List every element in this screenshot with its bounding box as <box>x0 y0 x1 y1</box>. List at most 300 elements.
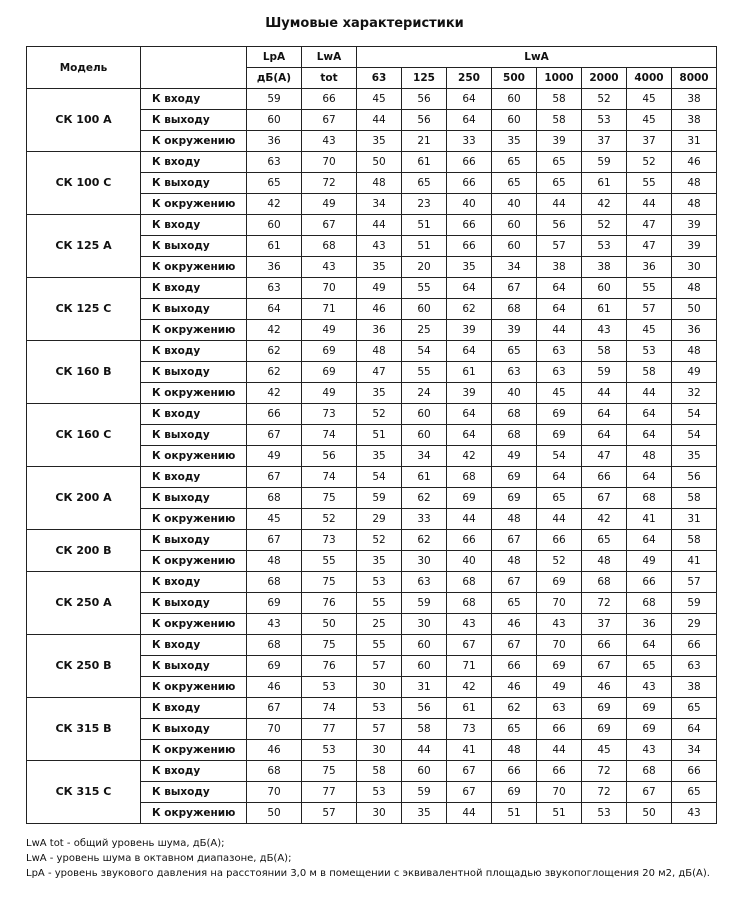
value-cell: 53 <box>302 677 357 698</box>
value-cell: 44 <box>447 509 492 530</box>
value-cell: 35 <box>492 131 537 152</box>
mode-label: К окружению <box>141 803 247 824</box>
footnote-lwa: LwA - уровень шума в октавном диапазоне, дБ(А); <box>26 853 292 864</box>
value-cell: 35 <box>357 257 402 278</box>
value-cell: 74 <box>302 698 357 719</box>
value-cell: 41 <box>627 509 672 530</box>
value-cell: 68 <box>247 635 302 656</box>
value-cell: 34 <box>672 740 717 761</box>
value-cell: 48 <box>672 341 717 362</box>
mode-label: К окружению <box>141 383 247 404</box>
value-cell: 59 <box>582 362 627 383</box>
value-cell: 60 <box>492 236 537 257</box>
model-name: СК 315 С <box>27 761 141 824</box>
value-cell: 62 <box>447 299 492 320</box>
value-cell: 48 <box>672 278 717 299</box>
noise-table-container <box>26 46 716 824</box>
value-cell: 49 <box>302 320 357 341</box>
value-cell: 69 <box>627 698 672 719</box>
mode-label: К выходу <box>141 782 247 803</box>
value-cell: 44 <box>447 803 492 824</box>
value-cell: 64 <box>447 404 492 425</box>
value-cell: 60 <box>582 278 627 299</box>
mode-label: К выходу <box>141 488 247 509</box>
value-cell: 55 <box>357 593 402 614</box>
value-cell: 41 <box>447 740 492 761</box>
value-cell: 64 <box>627 635 672 656</box>
value-cell: 51 <box>402 215 447 236</box>
value-cell: 64 <box>447 110 492 131</box>
value-cell: 38 <box>672 110 717 131</box>
mode-label: К окружению <box>141 677 247 698</box>
value-cell: 44 <box>582 383 627 404</box>
value-cell: 62 <box>492 698 537 719</box>
value-cell: 60 <box>402 425 447 446</box>
mode-label: К выходу <box>141 656 247 677</box>
footnote-lwa-tot: LwA tot - общий уровень шума, дБ(А); <box>26 838 225 849</box>
value-cell: 69 <box>247 593 302 614</box>
value-cell: 60 <box>492 89 537 110</box>
value-cell: 47 <box>627 215 672 236</box>
value-cell: 65 <box>672 782 717 803</box>
model-name: СК 200 А <box>27 467 141 530</box>
value-cell: 53 <box>357 572 402 593</box>
value-cell: 45 <box>537 383 582 404</box>
value-cell: 44 <box>627 383 672 404</box>
value-cell: 57 <box>672 572 717 593</box>
value-cell: 52 <box>302 509 357 530</box>
value-cell: 70 <box>537 635 582 656</box>
table-row <box>27 467 717 488</box>
value-cell: 68 <box>492 425 537 446</box>
header-freq: 63 <box>357 68 402 89</box>
model-name: СК 125 А <box>27 215 141 278</box>
value-cell: 25 <box>402 320 447 341</box>
value-cell: 33 <box>447 131 492 152</box>
model-name: СК 160 В <box>27 341 141 404</box>
value-cell: 53 <box>582 110 627 131</box>
value-cell: 33 <box>402 509 447 530</box>
value-cell: 52 <box>582 89 627 110</box>
value-cell: 66 <box>492 656 537 677</box>
value-cell: 56 <box>672 467 717 488</box>
value-cell: 69 <box>492 782 537 803</box>
value-cell: 68 <box>447 467 492 488</box>
mode-label: К окружению <box>141 509 247 530</box>
value-cell: 65 <box>537 173 582 194</box>
value-cell: 56 <box>402 89 447 110</box>
value-cell: 50 <box>357 152 402 173</box>
value-cell: 66 <box>672 635 717 656</box>
value-cell: 30 <box>402 614 447 635</box>
value-cell: 37 <box>582 614 627 635</box>
value-cell: 58 <box>672 530 717 551</box>
value-cell: 67 <box>492 530 537 551</box>
value-cell: 69 <box>302 362 357 383</box>
value-cell: 68 <box>247 572 302 593</box>
value-cell: 62 <box>402 488 447 509</box>
value-cell: 49 <box>302 194 357 215</box>
value-cell: 68 <box>447 593 492 614</box>
noise-characteristics-table <box>26 46 717 824</box>
value-cell: 66 <box>447 173 492 194</box>
value-cell: 46 <box>582 677 627 698</box>
value-cell: 68 <box>247 761 302 782</box>
value-cell: 59 <box>672 593 717 614</box>
value-cell: 70 <box>302 278 357 299</box>
value-cell: 43 <box>302 131 357 152</box>
value-cell: 46 <box>247 677 302 698</box>
value-cell: 29 <box>672 614 717 635</box>
value-cell: 42 <box>247 320 302 341</box>
value-cell: 30 <box>402 551 447 572</box>
value-cell: 73 <box>447 719 492 740</box>
value-cell: 51 <box>492 803 537 824</box>
table-row <box>27 761 717 782</box>
mode-label: К входу <box>141 761 247 782</box>
header-freq: 500 <box>492 68 537 89</box>
value-cell: 43 <box>672 803 717 824</box>
value-cell: 58 <box>582 341 627 362</box>
value-cell: 76 <box>302 656 357 677</box>
value-cell: 46 <box>492 677 537 698</box>
value-cell: 66 <box>447 215 492 236</box>
value-cell: 54 <box>402 341 447 362</box>
value-cell: 48 <box>492 740 537 761</box>
value-cell: 63 <box>247 152 302 173</box>
value-cell: 43 <box>302 257 357 278</box>
value-cell: 62 <box>247 341 302 362</box>
value-cell: 65 <box>492 593 537 614</box>
value-cell: 63 <box>537 698 582 719</box>
value-cell: 75 <box>302 488 357 509</box>
value-cell: 48 <box>672 194 717 215</box>
value-cell: 66 <box>627 572 672 593</box>
value-cell: 43 <box>582 320 627 341</box>
value-cell: 68 <box>492 299 537 320</box>
value-cell: 75 <box>302 761 357 782</box>
value-cell: 32 <box>672 383 717 404</box>
value-cell: 64 <box>672 719 717 740</box>
value-cell: 49 <box>302 383 357 404</box>
value-cell: 57 <box>537 236 582 257</box>
value-cell: 31 <box>672 131 717 152</box>
mode-label: К окружению <box>141 551 247 572</box>
value-cell: 60 <box>402 656 447 677</box>
value-cell: 76 <box>302 593 357 614</box>
value-cell: 60 <box>247 110 302 131</box>
value-cell: 30 <box>672 257 717 278</box>
value-cell: 55 <box>627 278 672 299</box>
value-cell: 47 <box>357 362 402 383</box>
value-cell: 43 <box>627 677 672 698</box>
header-mode-blank <box>141 47 247 89</box>
value-cell: 46 <box>672 152 717 173</box>
table-row <box>27 215 717 236</box>
value-cell: 35 <box>357 446 402 467</box>
value-cell: 66 <box>492 761 537 782</box>
value-cell: 30 <box>357 803 402 824</box>
value-cell: 45 <box>627 320 672 341</box>
value-cell: 61 <box>447 362 492 383</box>
value-cell: 65 <box>247 173 302 194</box>
value-cell: 57 <box>357 719 402 740</box>
value-cell: 60 <box>492 215 537 236</box>
value-cell: 67 <box>627 782 672 803</box>
value-cell: 58 <box>537 110 582 131</box>
header-lwa-bands: LwA <box>357 47 717 68</box>
value-cell: 71 <box>302 299 357 320</box>
header-lwa-tot: LwA <box>302 47 357 68</box>
model-name: СК 250 В <box>27 635 141 698</box>
value-cell: 43 <box>537 614 582 635</box>
value-cell: 65 <box>582 530 627 551</box>
value-cell: 68 <box>492 404 537 425</box>
value-cell: 70 <box>537 593 582 614</box>
value-cell: 56 <box>302 446 357 467</box>
value-cell: 54 <box>537 446 582 467</box>
value-cell: 55 <box>357 635 402 656</box>
value-cell: 40 <box>447 194 492 215</box>
value-cell: 21 <box>402 131 447 152</box>
value-cell: 52 <box>582 215 627 236</box>
table-row <box>27 698 717 719</box>
value-cell: 48 <box>247 551 302 572</box>
value-cell: 67 <box>302 110 357 131</box>
value-cell: 43 <box>247 614 302 635</box>
value-cell: 49 <box>492 446 537 467</box>
value-cell: 67 <box>447 761 492 782</box>
value-cell: 69 <box>627 719 672 740</box>
value-cell: 67 <box>492 278 537 299</box>
value-cell: 41 <box>672 551 717 572</box>
value-cell: 34 <box>492 257 537 278</box>
value-cell: 23 <box>402 194 447 215</box>
value-cell: 39 <box>672 215 717 236</box>
value-cell: 64 <box>447 89 492 110</box>
value-cell: 45 <box>582 740 627 761</box>
value-cell: 29 <box>357 509 402 530</box>
value-cell: 46 <box>357 299 402 320</box>
value-cell: 69 <box>447 488 492 509</box>
value-cell: 55 <box>402 278 447 299</box>
value-cell: 67 <box>247 698 302 719</box>
header-freq: 8000 <box>672 68 717 89</box>
value-cell: 51 <box>402 236 447 257</box>
value-cell: 40 <box>492 194 537 215</box>
value-cell: 50 <box>672 299 717 320</box>
value-cell: 68 <box>447 572 492 593</box>
value-cell: 69 <box>537 572 582 593</box>
value-cell: 56 <box>402 698 447 719</box>
value-cell: 73 <box>302 530 357 551</box>
value-cell: 37 <box>627 131 672 152</box>
table-row <box>27 404 717 425</box>
value-cell: 61 <box>402 152 447 173</box>
value-cell: 64 <box>627 425 672 446</box>
value-cell: 77 <box>302 719 357 740</box>
value-cell: 53 <box>357 698 402 719</box>
footnotes <box>26 836 710 881</box>
value-cell: 59 <box>402 593 447 614</box>
value-cell: 48 <box>582 551 627 572</box>
value-cell: 69 <box>492 467 537 488</box>
value-cell: 64 <box>447 278 492 299</box>
value-cell: 35 <box>357 551 402 572</box>
mode-label: К окружению <box>141 257 247 278</box>
value-cell: 66 <box>582 635 627 656</box>
value-cell: 69 <box>537 425 582 446</box>
value-cell: 60 <box>402 299 447 320</box>
value-cell: 61 <box>582 299 627 320</box>
page-title: Шумовые характеристики <box>265 16 464 31</box>
value-cell: 50 <box>302 614 357 635</box>
value-cell: 35 <box>402 803 447 824</box>
footnote-lpa: LpA - уровень звукового давления на расстоянии 3,0 м в помещении с эквивалентной площадью звукопоглощения 20 м2, дБ(А). <box>26 868 710 879</box>
value-cell: 66 <box>672 761 717 782</box>
value-cell: 66 <box>302 89 357 110</box>
value-cell: 59 <box>357 488 402 509</box>
mode-label: К входу <box>141 698 247 719</box>
mode-label: К окружению <box>141 320 247 341</box>
value-cell: 54 <box>672 425 717 446</box>
mode-label: К входу <box>141 404 247 425</box>
value-cell: 55 <box>627 173 672 194</box>
header-lpa: LpA <box>247 47 302 68</box>
value-cell: 65 <box>627 656 672 677</box>
mode-label: К выходу <box>141 593 247 614</box>
value-cell: 61 <box>247 236 302 257</box>
value-cell: 40 <box>492 383 537 404</box>
value-cell: 59 <box>247 89 302 110</box>
value-cell: 54 <box>357 467 402 488</box>
value-cell: 64 <box>582 425 627 446</box>
value-cell: 50 <box>247 803 302 824</box>
value-cell: 63 <box>247 278 302 299</box>
value-cell: 39 <box>447 383 492 404</box>
value-cell: 60 <box>402 761 447 782</box>
value-cell: 57 <box>627 299 672 320</box>
value-cell: 66 <box>247 404 302 425</box>
value-cell: 38 <box>537 257 582 278</box>
model-name: СК 100 С <box>27 152 141 215</box>
value-cell: 64 <box>537 299 582 320</box>
value-cell: 67 <box>447 782 492 803</box>
value-cell: 66 <box>537 719 582 740</box>
value-cell: 42 <box>447 446 492 467</box>
value-cell: 39 <box>672 236 717 257</box>
value-cell: 46 <box>492 614 537 635</box>
value-cell: 24 <box>402 383 447 404</box>
value-cell: 63 <box>672 656 717 677</box>
mode-label: К окружению <box>141 740 247 761</box>
value-cell: 53 <box>582 236 627 257</box>
value-cell: 74 <box>302 467 357 488</box>
mode-label: К окружению <box>141 131 247 152</box>
value-cell: 63 <box>492 362 537 383</box>
value-cell: 48 <box>492 551 537 572</box>
value-cell: 44 <box>402 740 447 761</box>
value-cell: 58 <box>672 488 717 509</box>
value-cell: 67 <box>247 425 302 446</box>
value-cell: 35 <box>357 383 402 404</box>
value-cell: 48 <box>672 173 717 194</box>
value-cell: 31 <box>672 509 717 530</box>
value-cell: 60 <box>402 404 447 425</box>
value-cell: 63 <box>537 341 582 362</box>
value-cell: 36 <box>247 257 302 278</box>
value-cell: 34 <box>357 194 402 215</box>
value-cell: 56 <box>537 215 582 236</box>
value-cell: 63 <box>402 572 447 593</box>
value-cell: 36 <box>627 257 672 278</box>
value-cell: 49 <box>537 677 582 698</box>
value-cell: 68 <box>627 761 672 782</box>
value-cell: 68 <box>247 488 302 509</box>
value-cell: 66 <box>447 236 492 257</box>
value-cell: 57 <box>357 656 402 677</box>
value-cell: 48 <box>357 341 402 362</box>
value-cell: 66 <box>537 530 582 551</box>
value-cell: 67 <box>492 635 537 656</box>
value-cell: 70 <box>537 782 582 803</box>
mode-label: К входу <box>141 215 247 236</box>
table-row <box>27 341 717 362</box>
value-cell: 38 <box>672 677 717 698</box>
value-cell: 59 <box>402 782 447 803</box>
model-name: СК 200 В <box>27 530 141 572</box>
mode-label: К входу <box>141 341 247 362</box>
value-cell: 30 <box>357 740 402 761</box>
value-cell: 66 <box>582 467 627 488</box>
header-freq: 250 <box>447 68 492 89</box>
value-cell: 37 <box>582 131 627 152</box>
value-cell: 38 <box>672 89 717 110</box>
table-row <box>27 530 717 551</box>
value-cell: 47 <box>582 446 627 467</box>
value-cell: 35 <box>447 257 492 278</box>
value-cell: 43 <box>627 740 672 761</box>
value-cell: 64 <box>537 467 582 488</box>
value-cell: 43 <box>357 236 402 257</box>
value-cell: 42 <box>247 194 302 215</box>
value-cell: 42 <box>582 509 627 530</box>
value-cell: 44 <box>357 215 402 236</box>
value-cell: 35 <box>357 131 402 152</box>
model-name: СК 100 А <box>27 89 141 152</box>
mode-label: К выходу <box>141 719 247 740</box>
value-cell: 38 <box>582 257 627 278</box>
mode-label: К окружению <box>141 614 247 635</box>
value-cell: 45 <box>627 89 672 110</box>
value-cell: 64 <box>537 278 582 299</box>
value-cell: 50 <box>627 803 672 824</box>
value-cell: 68 <box>582 572 627 593</box>
value-cell: 65 <box>672 698 717 719</box>
value-cell: 72 <box>582 593 627 614</box>
value-cell: 45 <box>627 110 672 131</box>
value-cell: 72 <box>582 761 627 782</box>
header-model: Модель <box>27 47 141 89</box>
header-freq: 1000 <box>537 68 582 89</box>
value-cell: 35 <box>672 446 717 467</box>
table-row <box>27 635 717 656</box>
value-cell: 65 <box>492 173 537 194</box>
value-cell: 70 <box>247 719 302 740</box>
table-row <box>27 89 717 110</box>
value-cell: 54 <box>672 404 717 425</box>
value-cell: 65 <box>537 488 582 509</box>
